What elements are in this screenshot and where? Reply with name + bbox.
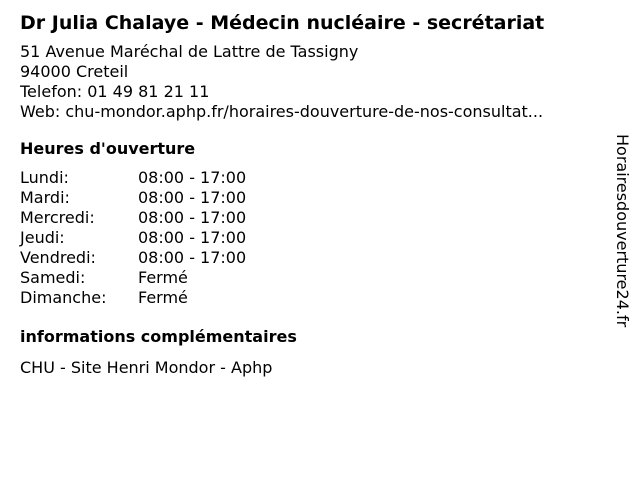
time-value: Fermé (138, 268, 188, 287)
time-value: 08:00 - 17:00 (138, 168, 247, 187)
hours-row-wednesday (20, 208, 600, 228)
hours-heading: Heures d'ouverture (20, 139, 196, 158)
day-label: Dimanche: (20, 288, 107, 307)
time-value: 08:00 - 17:00 (138, 208, 247, 227)
hours-row-sunday (20, 288, 600, 308)
time-value: Fermé (138, 288, 188, 307)
info-heading: informations complémentaires (20, 327, 297, 346)
hours-row-monday (20, 168, 600, 188)
day-label: Jeudi: (20, 228, 65, 247)
street-address: 51 Avenue Maréchal de Lattre de Tassigny (20, 42, 359, 61)
page-title: Dr Julia Chalaye - Médecin nucléaire - secrétariat (20, 12, 545, 34)
time-value: 08:00 - 17:00 (138, 228, 247, 247)
day-label: Vendredi: (20, 248, 96, 267)
time-value: 08:00 - 17:00 (138, 248, 247, 267)
hours-row-tuesday (20, 188, 600, 208)
address-block (20, 42, 600, 122)
day-label: Lundi: (20, 168, 69, 187)
site-watermark: Horairesdouverture24.fr (613, 134, 632, 328)
hours-row-friday (20, 248, 600, 268)
day-label: Mardi: (20, 188, 70, 207)
day-label: Samedi: (20, 268, 86, 287)
website-link[interactable]: Web: chu-mondor.aphp.fr/horaires-douverture-de-nos-consultat... (20, 102, 544, 121)
phone-number: Telefon: 01 49 81 21 11 (20, 82, 210, 101)
city-address: 94000 Creteil (20, 62, 129, 81)
opening-hours-table (20, 168, 600, 308)
time-value: 08:00 - 17:00 (138, 188, 247, 207)
hours-row-saturday (20, 268, 600, 288)
info-text: CHU - Site Henri Mondor - Aphp (20, 358, 273, 377)
listing-card (20, 8, 600, 378)
hours-row-thursday (20, 228, 600, 248)
day-label: Mercredi: (20, 208, 95, 227)
